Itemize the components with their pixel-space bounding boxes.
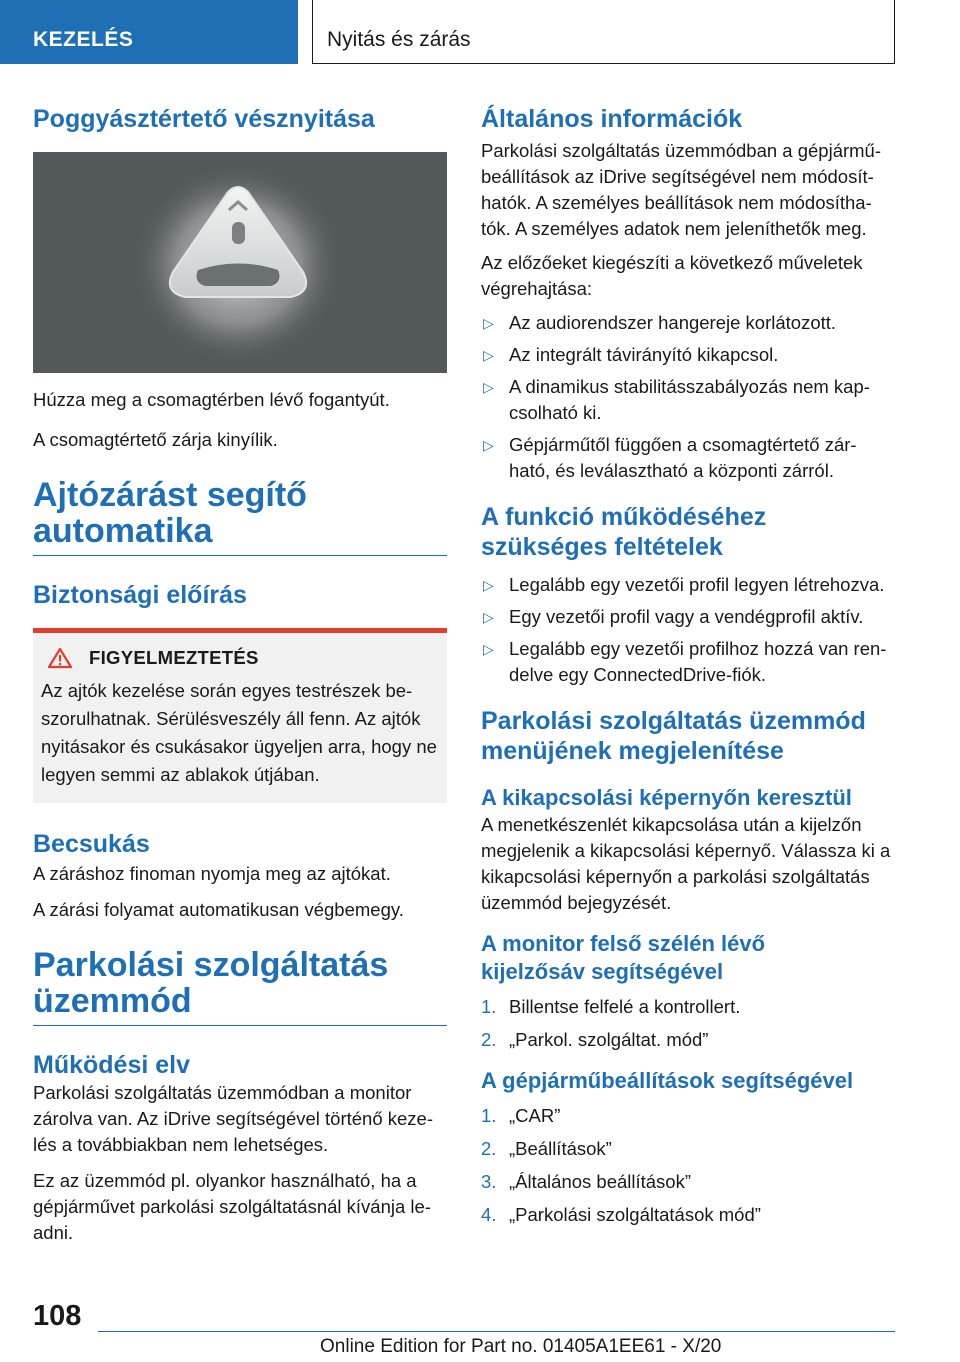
step-text: „Parkol. szolgáltat. mód” <box>509 1029 709 1050</box>
paragraph-line: Az előzőeket kiegészíti a következő műveletek <box>481 252 863 273</box>
warning-line: szorulhatnak. Sérülésveszély áll fenn. Az ajtók <box>41 708 421 729</box>
warning-title: FIGYELMEZTETÉS <box>89 647 259 668</box>
paragraph-line: gépjárművet parkolási szolgáltatásnál kívánja le- <box>33 1196 431 1217</box>
steps-monitor <box>481 994 895 1053</box>
step-text: „Parkolási szolgáltatások mód” <box>509 1204 761 1225</box>
paragraph: A záráshoz finoman nyomja meg az ajtókat. <box>33 863 391 884</box>
heading-menu-line2: menüjének megjelenítése <box>481 737 784 765</box>
chapter-tab <box>0 0 298 64</box>
left-column <box>33 100 447 1246</box>
heading-funkcio-line2: szükséges feltételek <box>481 533 723 561</box>
divider <box>33 555 447 556</box>
heading-parkolasi-line2: üzemmód <box>33 982 192 1020</box>
paragraph-line: végrehajtása: <box>481 278 593 299</box>
list-item-text: Az audiorendszer hangereje korlátozott. <box>509 312 837 333</box>
step-number: 4. <box>481 1204 497 1225</box>
steps-settings <box>481 1103 895 1228</box>
page-number: 108 <box>33 1300 82 1332</box>
warning-line: nyitásakor és csukásakor ügyeljen arra, hogy ne <box>41 736 437 757</box>
step-item <box>481 1103 895 1129</box>
heading-parkolasi-line1: Parkolási szolgáltatás <box>33 946 389 984</box>
paragraph-line: Ez az üzemmód pl. olyankor használható, ha a <box>33 1170 417 1191</box>
heading-biztonsagi: Biztonsági előírás <box>33 581 247 609</box>
heading-ajto-line2: automatika <box>33 512 213 550</box>
warning-triangle-icon <box>47 647 73 669</box>
list-item <box>481 310 895 336</box>
warning-line: Az ajtók kezelése során egyes testrészek be- <box>41 680 413 701</box>
step-text: „CAR” <box>509 1105 561 1126</box>
list-item-text: Az integrált távirányító kikapcsol. <box>509 344 779 365</box>
step-number: 3. <box>481 1171 497 1192</box>
paragraph-line: hatók. A személyes beállítások nem módosítha- <box>481 192 872 213</box>
list-item-text: delve egy ConnectedDrive-fiók. <box>509 664 767 685</box>
paragraph-line: Parkolási szolgáltatás üzemmódban a gépjármű- <box>481 140 882 161</box>
triangle-bullet-icon: ▷ <box>483 609 494 625</box>
step-number: 1. <box>481 1105 497 1126</box>
triangle-bullet-icon: ▷ <box>483 379 494 395</box>
triangle-bullet-icon: ▷ <box>483 347 494 363</box>
divider <box>33 1025 447 1026</box>
section-title: Nyitás és zárás <box>327 28 471 51</box>
list-item <box>481 572 895 598</box>
list-item <box>481 636 895 688</box>
effects-list <box>481 310 895 484</box>
triangle-bullet-icon: ▷ <box>483 315 494 331</box>
step-item <box>481 994 895 1020</box>
heading-poggyasz: Poggyásztértető vésznyitása <box>33 105 375 133</box>
paragraph-line: tók. A személyes adatok nem jeleníthetők meg. <box>481 218 867 239</box>
paragraph-line: zárolva van. Az iDrive segítségével történő keze- <box>33 1108 433 1129</box>
footer-edition: Online Edition for Part no. 01405A1EE61 - X/20 <box>320 1336 722 1357</box>
step-item <box>481 1136 895 1162</box>
footer-divider <box>98 1331 895 1332</box>
paragraph-line: beállítások az iDrive segítségével nem módosít- <box>481 166 874 187</box>
step-item <box>481 1027 895 1053</box>
list-item <box>481 432 895 484</box>
paragraph-line: üzemmód bejegyzését. <box>481 892 672 913</box>
trunk-release-image <box>33 152 447 373</box>
step-text: Billentse felfelé a kontrollert. <box>509 996 741 1017</box>
list-item-text: Legalább egy vezetői profilhoz hozzá van ren- <box>509 638 887 659</box>
warning-box <box>33 628 447 803</box>
section-header <box>312 0 895 64</box>
paragraph-line: Parkolási szolgáltatás üzemmódban a monitor <box>33 1082 412 1103</box>
paragraph-line: A menetkészenlét kikapcsolása után a kijelzőn <box>481 814 862 835</box>
trunk-release-handle-icon <box>33 152 447 373</box>
list-item <box>481 604 895 630</box>
step-item <box>481 1202 895 1228</box>
step-number: 2. <box>481 1138 497 1159</box>
paragraph-line: megjelenik a kikapcsolási képernyő. Válassza ki a <box>481 840 891 861</box>
triangle-bullet-icon: ▷ <box>483 641 494 657</box>
heading-mukodesi-elv: Működési elv <box>33 1051 190 1079</box>
step-text: „Beállítások” <box>509 1138 612 1159</box>
list-item-text: Legalább egy vezetői profil legyen létrehozva. <box>509 574 885 595</box>
heading-monitor-line2: kijelzősáv segítségével <box>481 959 724 984</box>
paragraph: Húzza meg a csomagtérben lévő fogantyút. <box>33 389 390 410</box>
list-item-text: Gépjárműtől függően a csomagtértető zár- <box>509 434 857 455</box>
step-item <box>481 1169 895 1195</box>
triangle-bullet-icon: ▷ <box>483 437 494 453</box>
list-item <box>481 374 895 426</box>
list-item-text: csolható ki. <box>509 402 602 423</box>
step-text: „Általános beállítások” <box>509 1171 692 1192</box>
warning-line: legyen semmi az ablakok útjában. <box>41 764 320 785</box>
list-item <box>481 342 895 368</box>
heading-ajto-line1: Ajtózárást segítő <box>33 476 307 514</box>
paragraph-line: adni. <box>33 1222 74 1243</box>
triangle-bullet-icon: ▷ <box>483 577 494 593</box>
heading-altalanos: Általános információk <box>481 105 743 133</box>
right-column <box>481 100 895 1235</box>
paragraph: A zárási folyamat automatikusan végbemegy. <box>33 899 404 920</box>
list-item-text: A dinamikus stabilitásszabályozás nem kap- <box>509 376 870 397</box>
chapter-label: KEZELÉS <box>33 28 134 51</box>
paragraph: A csomagtértető zárja kinyílik. <box>33 429 278 450</box>
requirements-list <box>481 572 895 688</box>
heading-becsukas: Becsukás <box>33 830 150 858</box>
heading-kikapcsolasi: A kikapcsolási képernyőn keresztül <box>481 785 852 810</box>
heading-funkcio-line1: A funkció működéséhez <box>481 503 767 531</box>
paragraph-line: kikapcsolási képernyőn a parkolási szolgáltatás <box>481 866 870 887</box>
step-number: 1. <box>481 996 497 1017</box>
heading-menu-line1: Parkolási szolgáltatás üzemmód <box>481 707 866 735</box>
list-item-text: Egy vezetői profil vagy a vendégprofil aktív. <box>509 606 864 627</box>
step-number: 2. <box>481 1029 497 1050</box>
heading-gepjarmu: A gépjárműbeállítások segítségével <box>481 1068 854 1093</box>
list-item-text: ható, és leválasztható a központi zárról. <box>509 460 834 481</box>
heading-monitor-line1: A monitor felső szélén lévő <box>481 931 766 956</box>
paragraph-line: lés a továbbiakban nem lehetséges. <box>33 1134 329 1155</box>
